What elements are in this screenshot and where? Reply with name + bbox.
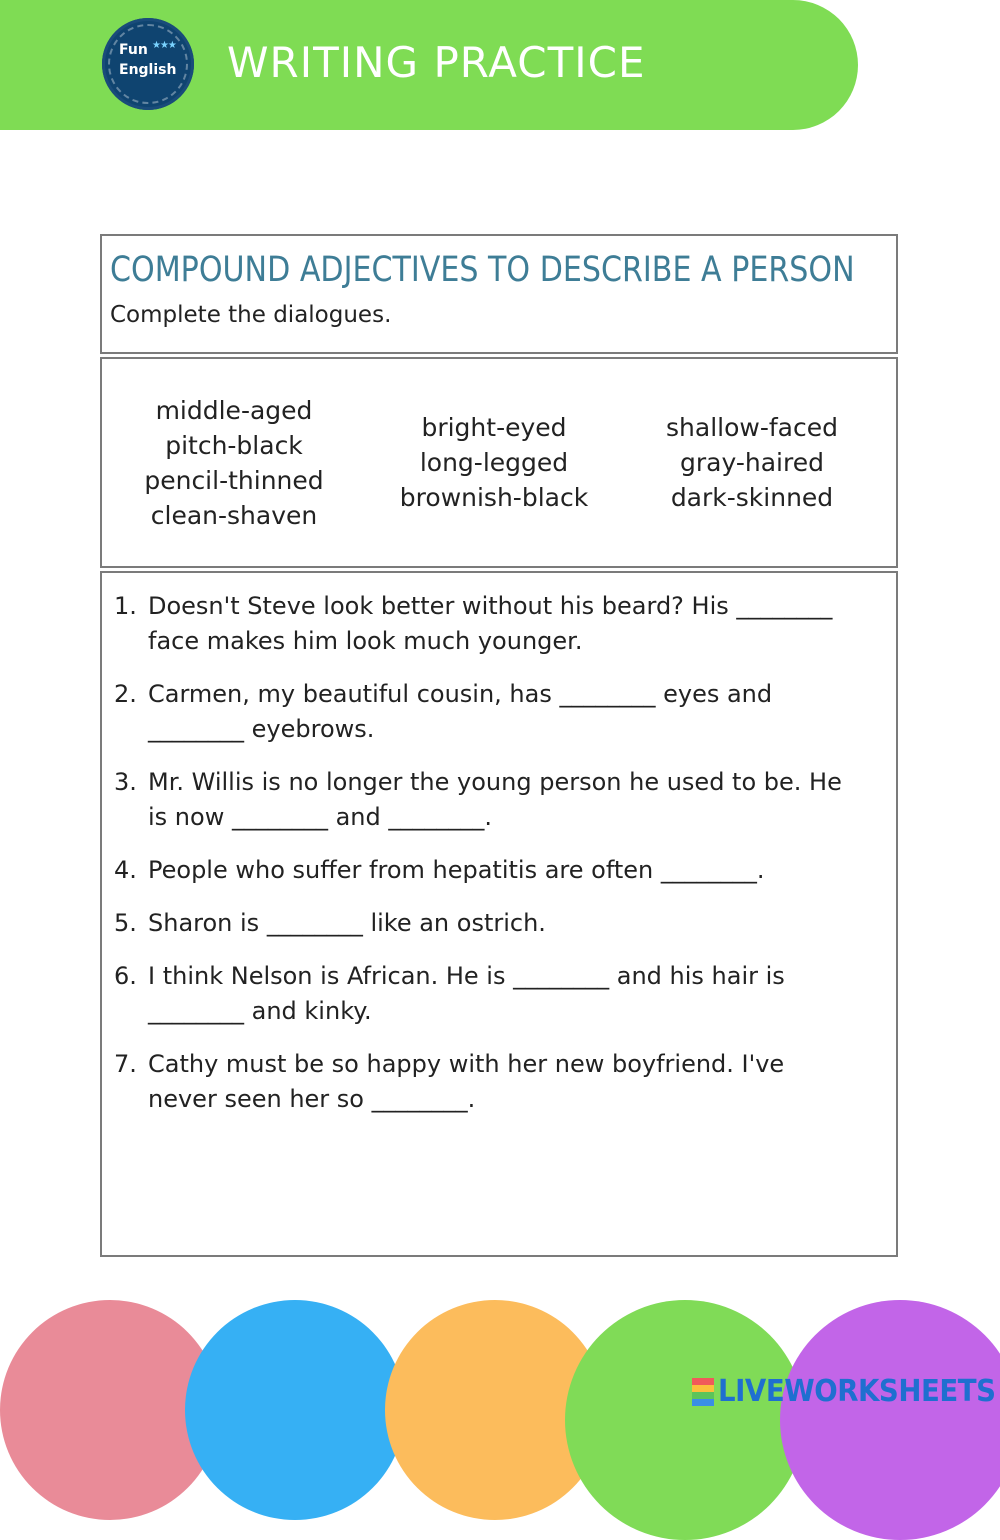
word-bank-item: clean-shaven: [150, 500, 318, 530]
instructions: Complete the dialogues.: [110, 302, 392, 328]
word-bank-item: shallow-faced: [666, 413, 838, 442]
question-text: I think Nelson is African. He is ________ and his hair is ________ and kinky.: [148, 962, 785, 1025]
word-bank-item: pencil-thinned: [144, 465, 324, 495]
watermark-text: LIVEWORKSHEETS: [718, 1374, 996, 1409]
question-item: [114, 765, 854, 835]
word-bank-item: gray-haired: [680, 448, 824, 477]
word-bank-column-2: [364, 359, 624, 566]
question-text: People who suffer from hepatitis are often ________.: [148, 856, 765, 884]
question-list: [114, 589, 854, 1117]
word-bank-item: pitch-black: [165, 430, 303, 460]
logo-text-fun: Fun: [119, 42, 148, 58]
decorative-circle-purple: [780, 1300, 1000, 1540]
question-item: [114, 853, 854, 888]
word-bank-item: middle-aged: [155, 395, 313, 425]
question-text: Mr. Willis is no longer the young person he used to be. He is now ________ and ________.: [148, 768, 842, 831]
question-item: [114, 677, 854, 747]
page-title: WRITING PRACTICE: [227, 38, 646, 87]
section-title: COMPOUND ADJECTIVES TO DESCRIBE A PERSON: [110, 250, 855, 290]
word-bank-item: long-legged: [419, 448, 569, 477]
question-number: 4.: [114, 856, 137, 884]
word-bank-item: dark-skinned: [670, 483, 834, 512]
question-item: [114, 1047, 854, 1117]
liveworksheets-logo-icon: [692, 1378, 714, 1406]
question-item: [114, 906, 854, 941]
question-text: Doesn't Steve look better without his beard? His ________ face makes him look much younger.: [148, 592, 833, 655]
question-number: 2.: [114, 680, 137, 708]
word-bank-column-1: [104, 359, 364, 566]
word-bank: [100, 357, 898, 568]
question-item: [114, 959, 854, 1029]
decorative-circle-green: [565, 1300, 805, 1540]
question-number: 5.: [114, 909, 137, 937]
question-item: [114, 589, 854, 659]
questions-box: [100, 571, 898, 1257]
title-box: [100, 234, 898, 354]
word-bank-column-3: [622, 359, 882, 566]
question-number: 6.: [114, 962, 137, 990]
liveworksheets-watermark: [692, 1374, 1000, 1409]
question-text: Cathy must be so happy with her new boyfriend. I've never seen her so ________.: [148, 1050, 785, 1113]
question-number: 1.: [114, 592, 137, 620]
decorative-circle-blue: [185, 1300, 405, 1520]
question-text: Sharon is ________ like an ostrich.: [148, 909, 546, 937]
fun-english-logo: [102, 18, 194, 110]
question-number: 3.: [114, 768, 137, 796]
word-bank-item: bright-eyed: [421, 413, 567, 442]
question-text: Carmen, my beautiful cousin, has ________ eyes and ________ eyebrows.: [148, 680, 773, 743]
logo-text-english: English: [119, 62, 177, 78]
question-number: 7.: [114, 1050, 137, 1078]
logo-stars-icon: ★★★: [152, 40, 176, 51]
word-bank-item: brownish-black: [399, 483, 589, 512]
